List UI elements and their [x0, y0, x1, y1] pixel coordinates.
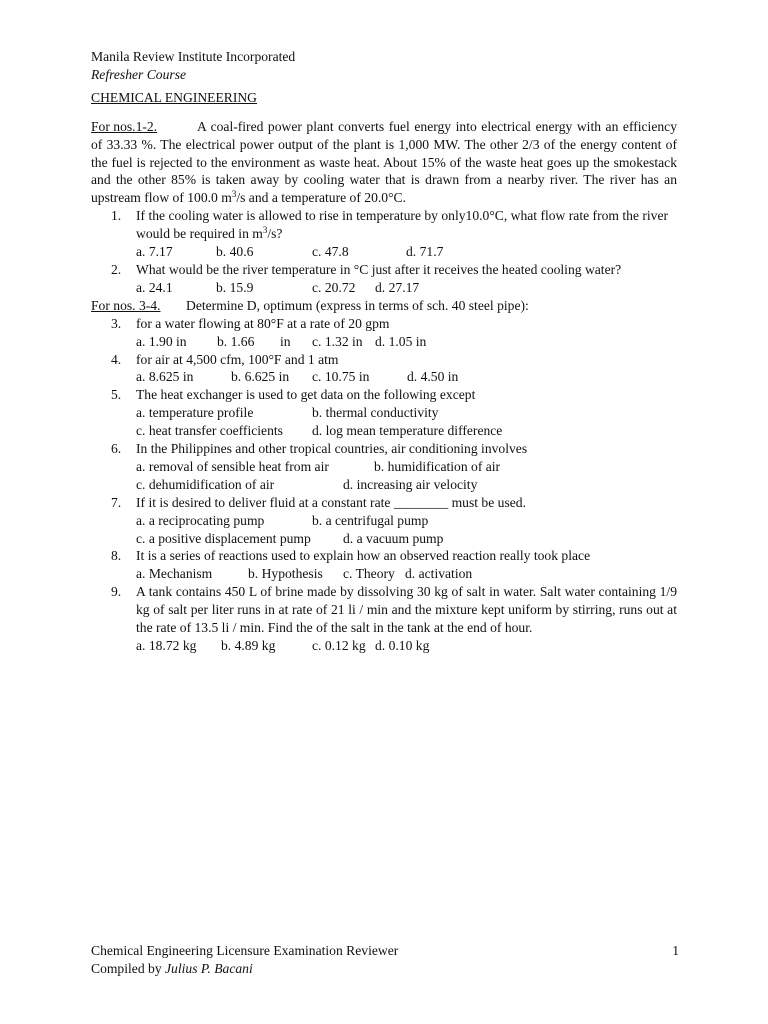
choices-row-2 [136, 530, 677, 548]
problem-text-end: /s and a temperature of 20.0°C. [236, 190, 406, 206]
question-2 [91, 261, 677, 297]
choice-d: d. log mean temperature difference [312, 423, 503, 439]
question-list-1-2 [91, 207, 677, 297]
choice-a: a. 18.72 kg [136, 638, 197, 653]
choice-c: c. Theory [343, 566, 395, 582]
question-text [136, 208, 668, 241]
choice-a: a. removal of sensible heat from air [136, 458, 329, 474]
choice-b: b. 1.66 [217, 333, 255, 349]
choices [136, 565, 677, 583]
choice-a: a. a reciprocating pump [136, 512, 265, 528]
choices [136, 333, 677, 351]
choices [136, 279, 677, 297]
choice-c: c. 47.8 [312, 244, 349, 260]
choices-row-1 [136, 458, 677, 476]
question-text-end: /s? [267, 226, 283, 242]
superscript: 3 [231, 189, 237, 200]
choice-b: b. a centrifugal pump [312, 512, 429, 528]
choices-row-2 [136, 476, 677, 494]
question-number: 7. [111, 494, 122, 510]
choice-d: d. 0.10 kg [375, 638, 430, 653]
choice-b: b. thermal conductivity [312, 405, 439, 421]
question-1 [91, 207, 677, 261]
choice-d: d. activation [405, 566, 473, 582]
question-number: 6. [111, 441, 122, 457]
question-text: What would be the river temperature in °C just after it receives the heated cooling water? [136, 261, 622, 277]
choice-c: c. 10.75 in [312, 369, 370, 385]
choice-d: d. 1.05 in [375, 333, 427, 349]
choice-d: d. 71.7 [406, 244, 444, 260]
problem-text: Determine D, optimum (express in terms of sch. 40 steel pipe): [186, 297, 529, 313]
choice-c: c. dehumidification of air [136, 476, 275, 492]
choice-c: c. 0.12 kg [312, 638, 366, 653]
choices [136, 243, 677, 261]
question-text: In the Philippines and other tropical countries, air conditioning involves [136, 441, 528, 457]
choice-d: d. a vacuum pump [343, 530, 444, 546]
footer-title: Chemical Engineering Licensure Examination Reviewer [91, 943, 399, 958]
question-text: A tank contains 450 L of brine made by dissolving 30 kg of salt in water. Salt water containing 1/9 kg of salt per liter runs in at rate of 21 li / min and the mixture kept uniform by stirring, runs out at the rate of 13.5 li / min. Find the of the salt in the tank at the end of hour. [136, 584, 677, 636]
question-number: 1. [111, 208, 122, 224]
choices [136, 368, 677, 386]
institution-name: Manila Review Institute Incorporated [91, 49, 296, 64]
compiled-by-label: Compiled by [91, 960, 166, 976]
choice-d: d. 27.17 [375, 279, 420, 295]
choices-row-1 [136, 512, 677, 530]
page-footer [91, 942, 679, 978]
question-9 [91, 583, 677, 655]
choice-c: c. 1.32 in [312, 333, 363, 349]
choice-b: b. 15.9 [216, 279, 254, 295]
choice-c: c. 20.72 [312, 279, 356, 295]
question-text: If it is desired to deliver fluid at a constant rate ________ must be used. [136, 494, 526, 510]
problem-text: A coal-fired power plant converts fuel energy into electrical energy with an efficiency of 33.33 %. The electrical power output of the plant is 1,000 MW. The other 2/3 of the energy content of the fuel is rejected to the environment as waste heat. About 15% of the waste heat goes up the smokestack and the other 85% is taken away by cooling water that is drawn from a nearby river. The river has an upstream flow of 100.0 m [91, 118, 677, 206]
question-number: 4. [111, 351, 122, 367]
question-number: 3. [111, 315, 122, 331]
department-title: CHEMICAL ENGINEERING [91, 89, 257, 105]
choice-a: a. Mechanism [136, 566, 213, 582]
choices [136, 637, 677, 655]
choice-a: a. temperature profile [136, 405, 254, 421]
choice-b: b. Hypothesis [248, 566, 323, 582]
question-text: for air at 4,500 cfm, 100°F and 1 atm [136, 351, 339, 367]
question-4 [91, 351, 677, 387]
problem-statement-1-2 [91, 118, 677, 208]
page-number: 1 [672, 943, 679, 958]
choice-a: a. 8.625 in [136, 369, 194, 385]
section-label-3-4: For nos. 3-4. [91, 297, 161, 313]
question-text: It is a series of reactions used to explain how an observed reaction really took place [136, 548, 591, 564]
choices-row-2 [136, 422, 677, 440]
question-number: 2. [111, 261, 122, 277]
choice-b: b. 40.6 [216, 244, 254, 260]
question-7 [91, 494, 677, 548]
question-6 [91, 440, 677, 494]
choice-a: a. 24.1 [136, 279, 173, 295]
question-text: for a water flowing at 80°F at a rate of 20 gpm [136, 315, 390, 331]
choice-b: b. humidification of air [374, 458, 501, 474]
choice-a: a. 1.90 in [136, 333, 187, 349]
problem-statement-3-4 [91, 297, 677, 315]
question-list-3-9 [91, 315, 677, 655]
author-name: Julius P. Bacani [165, 960, 253, 976]
course-name: Refresher Course [91, 66, 187, 82]
question-text-part: If the cooling water is allowed to rise in temperature by only10.0°C, what flow rate from the river would be required in m [136, 208, 669, 242]
question-8 [91, 547, 677, 583]
choices-row-1 [136, 404, 677, 422]
choice-d: d. 4.50 in [407, 369, 459, 385]
question-number: 8. [111, 548, 122, 564]
choice-c: c. a positive displacement pump [136, 530, 311, 546]
question-5 [91, 386, 677, 440]
document-body [91, 48, 677, 655]
question-number: 5. [111, 387, 122, 403]
question-3 [91, 315, 677, 351]
choice-b-unit: in [280, 333, 291, 349]
section-label-1-2: For nos.1-2. [91, 118, 158, 134]
choice-d: d. increasing air velocity [343, 476, 478, 492]
choice-b: b. 6.625 in [231, 369, 290, 385]
choice-c: c. heat transfer coefficients [136, 423, 283, 439]
choice-a: a. 7.17 [136, 244, 173, 260]
superscript: 3 [262, 225, 268, 236]
question-number: 9. [111, 584, 122, 600]
choice-b: b. 4.89 kg [221, 638, 276, 653]
question-text: The heat exchanger is used to get data on the following except [136, 387, 476, 403]
